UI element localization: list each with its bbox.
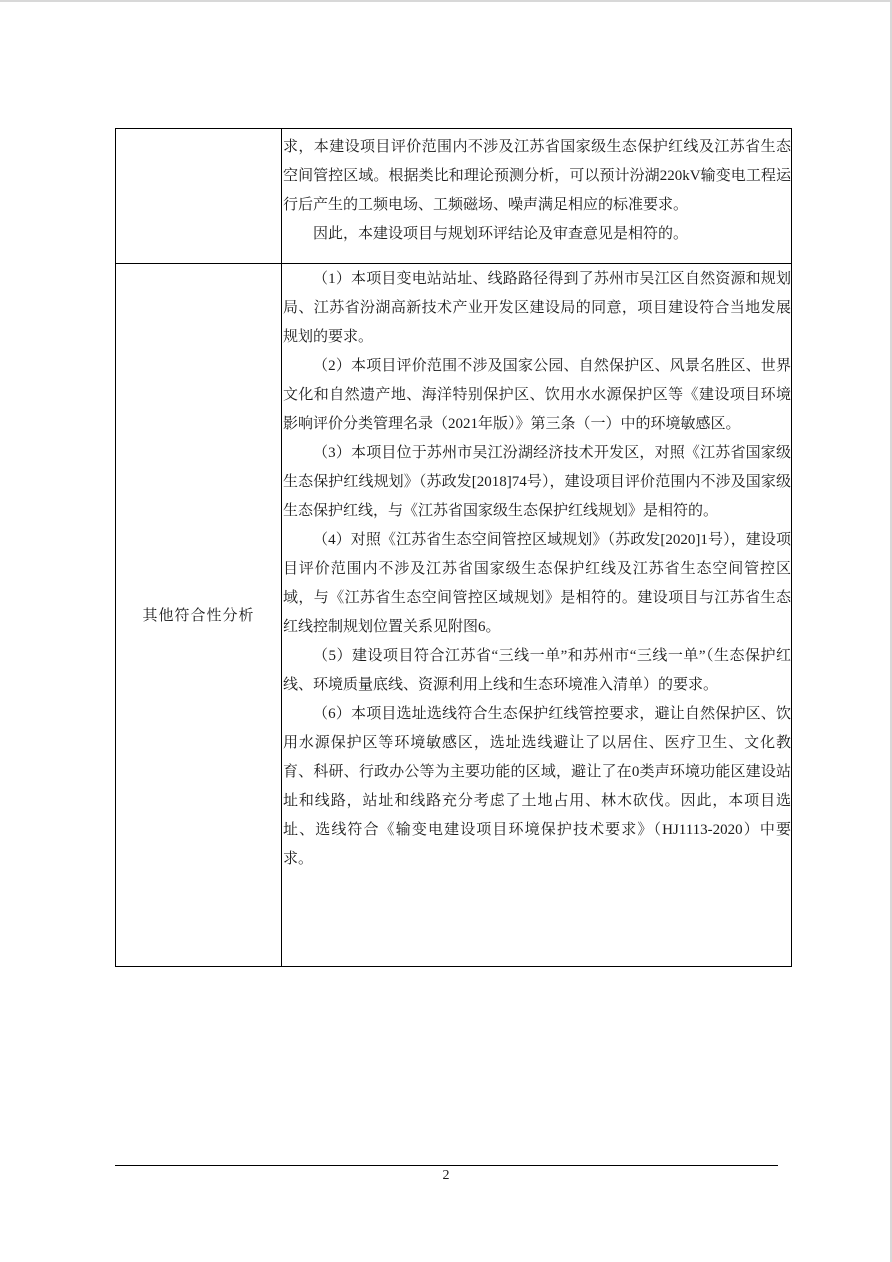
table-column-divider [281, 129, 282, 966]
page-edge [0, 0, 892, 2]
paragraph: 求，本建设项目评价范围内不涉及江苏省国家级生态保护红线及江苏省生态空间管控区域。根据类比和理论预测分析，可以预计汾湖220kV输变电工程运行后产生的工频电场、工频磁场、噪声满足相应的标准要求。 [283, 139, 791, 213]
page-number: 2 [442, 1168, 450, 1183]
footer-divider [115, 1165, 778, 1166]
row-label-other-compliance [116, 263, 281, 966]
row-label-text: 其他符合性分析 [142, 608, 255, 624]
paragraph: （2）本项目评价范围不涉及国家公园、自然保护区、风景名胜区、世界文化和自然遗产地、海洋特别保护区、饮用水水源保护区等《建设项目环境影响评价分类管理名录（2021年版）》第三条（一）中的环境敏感区。 [283, 358, 791, 432]
paragraph: （6）本项目选址选线符合生态保护红线管控要求，避让自然保护区、饮用水源保护区等环境敏感区，选址选线避让了以居住、医疗卫生、文化教育、科研、行政办公等为主要功能的区域，避让了在0类声环境功能区建设站址和线路，站址和线路充分考虑了土地占用、林木砍伐。因此，本项目选址、选线符合《输变电建设项目环境保护技术要求》（HJ1113-2020）中要求。 [283, 706, 791, 867]
compliance-table [115, 128, 792, 967]
paragraph: （1）本项目变电站站址、线路路径得到了苏州市吴江区自然资源和规划局、江苏省汾湖高新技术产业开发区建设局的同意，项目建设符合当地发展规划的要求。 [283, 271, 791, 345]
paragraph: （3）本项目位于苏州市吴江汾湖经济技术开发区，对照《江苏省国家级生态保护红线规划》（苏政发[2018]74号），建设项目评价范围内不涉及国家级生态保护红线，与《江苏省国家级生态保护红线规划》是相符的。 [283, 445, 791, 519]
paragraph: （5）建设项目符合江苏省“三线一单”和苏州市“三线一单”（生态保护红线、环境质量底线、资源利用上线和生态环境准入清单）的要求。 [283, 648, 791, 693]
paragraph: （4）对照《江苏省生态空间管控区域规划》（苏政发[2020]1号），建设项目评价范围内不涉及江苏省国家级生态保护红线及江苏省生态空间管控区域，与《江苏省生态空间管控区域规划》是相符的。建设项目与江苏省生态红线控制规划位置关系见附图6。 [283, 532, 791, 635]
table-cell-analysis [283, 265, 791, 874]
table-cell-continuation [283, 133, 791, 249]
paragraph: 因此，本建设项目与规划环评结论及审查意见是相符的。 [313, 226, 689, 242]
